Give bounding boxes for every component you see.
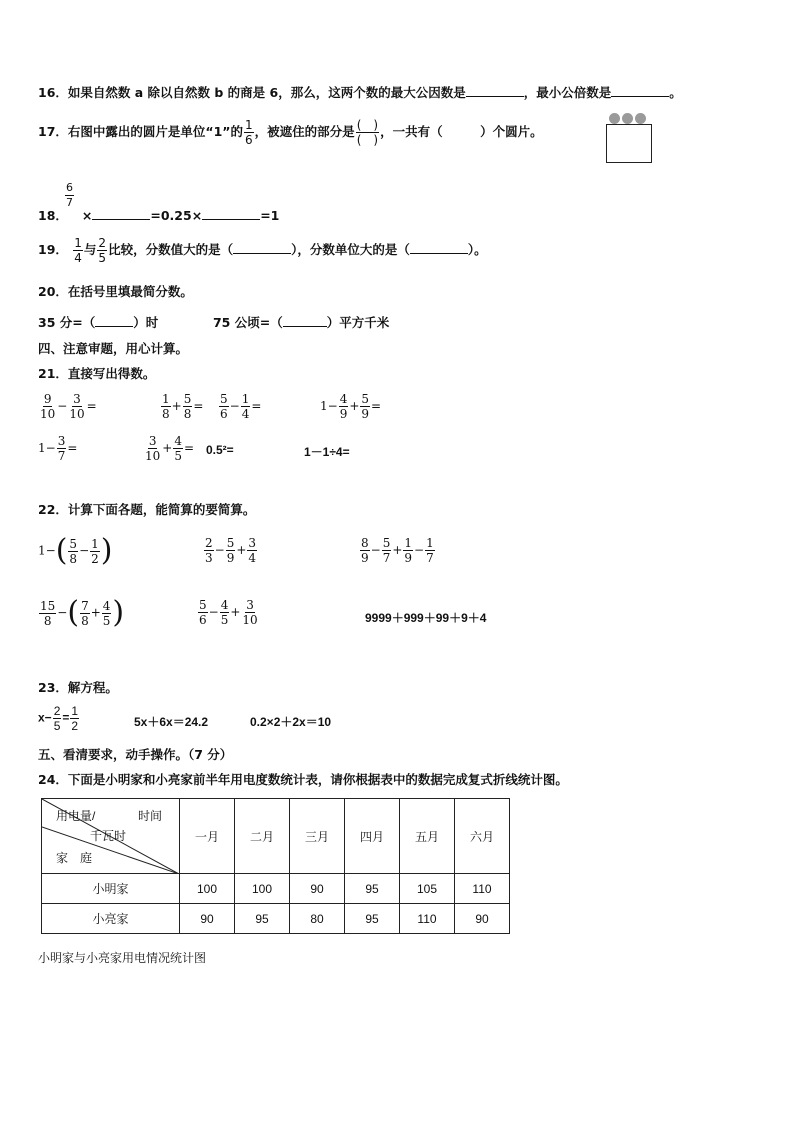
month-header: 二月 — [235, 799, 290, 874]
q22-expr-6: 9999＋999＋99＋9＋4 — [365, 611, 487, 625]
q16-blank-gcd[interactable] — [466, 84, 524, 97]
q19-blank-2[interactable] — [410, 241, 468, 254]
q22-expr-4: $\frac{15}{8}$ −( $\frac{7}{8}$ + $\frac{4}{5}$ ) — [40, 595, 125, 630]
question-20-title: 20．在括号里填最简分数。 — [38, 284, 193, 299]
question-17 — [38, 118, 543, 147]
row-family-name: 小亮家 — [42, 904, 180, 934]
q21-expr-2: $\frac{1}{8}$ + $\frac{5}{8}$ = — [162, 392, 204, 421]
q19-blank-1[interactable] — [233, 241, 291, 254]
q21-expr-7: 0.5²= — [206, 443, 234, 457]
chart-caption: 小明家与小亮家用电情况统计图 — [38, 951, 207, 965]
q18-fraction: $\frac{6}{7}$ — [66, 181, 73, 209]
table-cell: 95 — [345, 904, 400, 934]
table-cell: 95 — [345, 874, 400, 904]
q19-label: 19． — [38, 242, 68, 257]
table-cell: 90 — [455, 904, 510, 934]
q18-times: × — [81, 208, 93, 223]
table-cell: 100 — [180, 874, 235, 904]
q20-blank-b[interactable] — [283, 314, 327, 327]
question-21-title: 21．直接写出得数。 — [38, 366, 156, 381]
q17-paren-fraction[interactable]: $\frac{( )}{( )}$ — [356, 118, 379, 147]
table-cell: 95 — [235, 904, 290, 934]
table-row — [42, 874, 510, 904]
header-family: 家 庭 — [56, 851, 93, 865]
table-cell: 100 — [235, 874, 290, 904]
q16-end: 。 — [669, 85, 682, 100]
q20-a: 35 分=（ — [38, 315, 96, 330]
row-family-name: 小明家 — [42, 874, 180, 904]
q21-expr-3: $\frac{5}{6}$ − $\frac{1}{4}$ = — [220, 392, 262, 421]
q22-expr-2: $\frac{2}{3}$ − $\frac{5}{9}$ + $\frac{3}{4}$ — [205, 536, 257, 565]
table-row — [42, 904, 510, 934]
q19-text-c: ）。 — [467, 242, 487, 257]
question-18 — [38, 206, 279, 224]
section-5-heading: 五、看清要求，动手操作。（7 分） — [38, 747, 233, 762]
q20-a-end: ）时 — [133, 315, 159, 330]
cover-box — [606, 124, 652, 163]
table-cell: 90 — [180, 904, 235, 934]
month-header: 六月 — [455, 799, 510, 874]
q21-expr-6: $\frac{3}{10}$ + $\frac{4}{5}$ = — [145, 434, 195, 463]
q18-label: 18． — [38, 208, 68, 223]
q19-text-a: 比较，分数值大的是（ — [108, 242, 234, 257]
table-cell: 90 — [290, 874, 345, 904]
table-cell: 110 — [455, 874, 510, 904]
q22-expr-5: $\frac{5}{6}$ − $\frac{4}{5}$ + $\frac{3}{10}$ — [199, 598, 258, 627]
q18-blank-2[interactable] — [202, 207, 260, 220]
q19-text-b: ），分数单位大的是（ — [291, 242, 410, 257]
coin-icon — [622, 113, 633, 124]
question-24-title: 24．下面是小明家和小亮家前半年用电度数统计表，请你根据表中的数据完成复式折线统计图。 — [38, 772, 568, 787]
q17-text-a: 17．右图中露出的圆片是单位“1”的 — [38, 124, 244, 139]
q19-fraction-1: $\frac{1}{4}$ — [74, 236, 82, 265]
month-header: 一月 — [180, 799, 235, 874]
electricity-table — [41, 798, 510, 934]
table-cell: 110 — [400, 904, 455, 934]
q20-blank-a[interactable] — [95, 314, 133, 327]
q23-eq-2: 5x＋6x＝24.2 — [134, 715, 209, 729]
q21-expr-4: 1− $\frac{4}{9}$ + $\frac{5}{9}$ = — [320, 392, 382, 421]
coin-icon — [635, 113, 646, 124]
coin-icon — [609, 113, 620, 124]
q20-b-end: ）平方千米 — [326, 315, 390, 330]
q22-expr-1: 1−( $\frac{5}{8}$ − $\frac{1}{2}$ ) — [38, 533, 113, 568]
month-header: 四月 — [345, 799, 400, 874]
section-4-heading: 四、注意审题，用心计算。 — [38, 341, 189, 356]
header-unit: 千瓦时 — [90, 829, 127, 843]
q17-fraction: $\frac{1}{6}$ — [245, 118, 253, 147]
question-19 — [38, 236, 487, 265]
question-20-items — [38, 313, 389, 331]
question-16 — [38, 83, 682, 101]
q16-blank-lcm[interactable] — [611, 84, 669, 97]
header-time: 时间 — [138, 809, 163, 823]
table-header-corner — [42, 799, 180, 874]
q18-text-b: =0.25× — [150, 208, 203, 223]
q21-expr-5: 1− $\frac{3}{7}$ = — [38, 434, 78, 463]
header-usage: 用电量/ — [56, 809, 96, 823]
q17-text-c: ，一共有（ ）个圆片。 — [380, 124, 543, 139]
q21-expr-1: $\frac{9}{10}$ − $\frac{3}{10}$ = — [40, 392, 97, 421]
q16-text: 16．如果自然数 a 除以自然数 b 的商是 6，那么，这两个数的最大公因数是 — [38, 85, 466, 100]
q23-eq-1: x− $\frac{2}{5}$ = $\frac{1}{2}$ — [38, 704, 79, 733]
q16-text-b: ，最小公倍数是 — [523, 85, 612, 100]
q20-b: 75 公顷=（ — [212, 315, 283, 330]
q23-eq-3: 0.2×2＋2x＝10 — [250, 715, 332, 729]
q18-text-c: =1 — [260, 208, 280, 223]
q19-fraction-2: $\frac{2}{5}$ — [98, 236, 107, 265]
month-header: 五月 — [400, 799, 455, 874]
question-23-title: 23．解方程。 — [38, 680, 118, 695]
q17-text-b: ，被遮住的部分是 — [254, 124, 355, 139]
question-22-title: 22．计算下面各题，能简算的要简算。 — [38, 502, 256, 517]
table-cell: 80 — [290, 904, 345, 934]
table-cell: 105 — [400, 874, 455, 904]
month-header: 三月 — [290, 799, 345, 874]
q19-mid: 与 — [83, 242, 97, 257]
q21-expr-8: 1－1÷4= — [304, 445, 350, 459]
q18-blank-1[interactable] — [92, 207, 150, 220]
q22-expr-3: $\frac{8}{9}$ − $\frac{5}{7}$ + $\frac{1}{9}$ − $\frac{1}{7}$ — [361, 536, 434, 565]
